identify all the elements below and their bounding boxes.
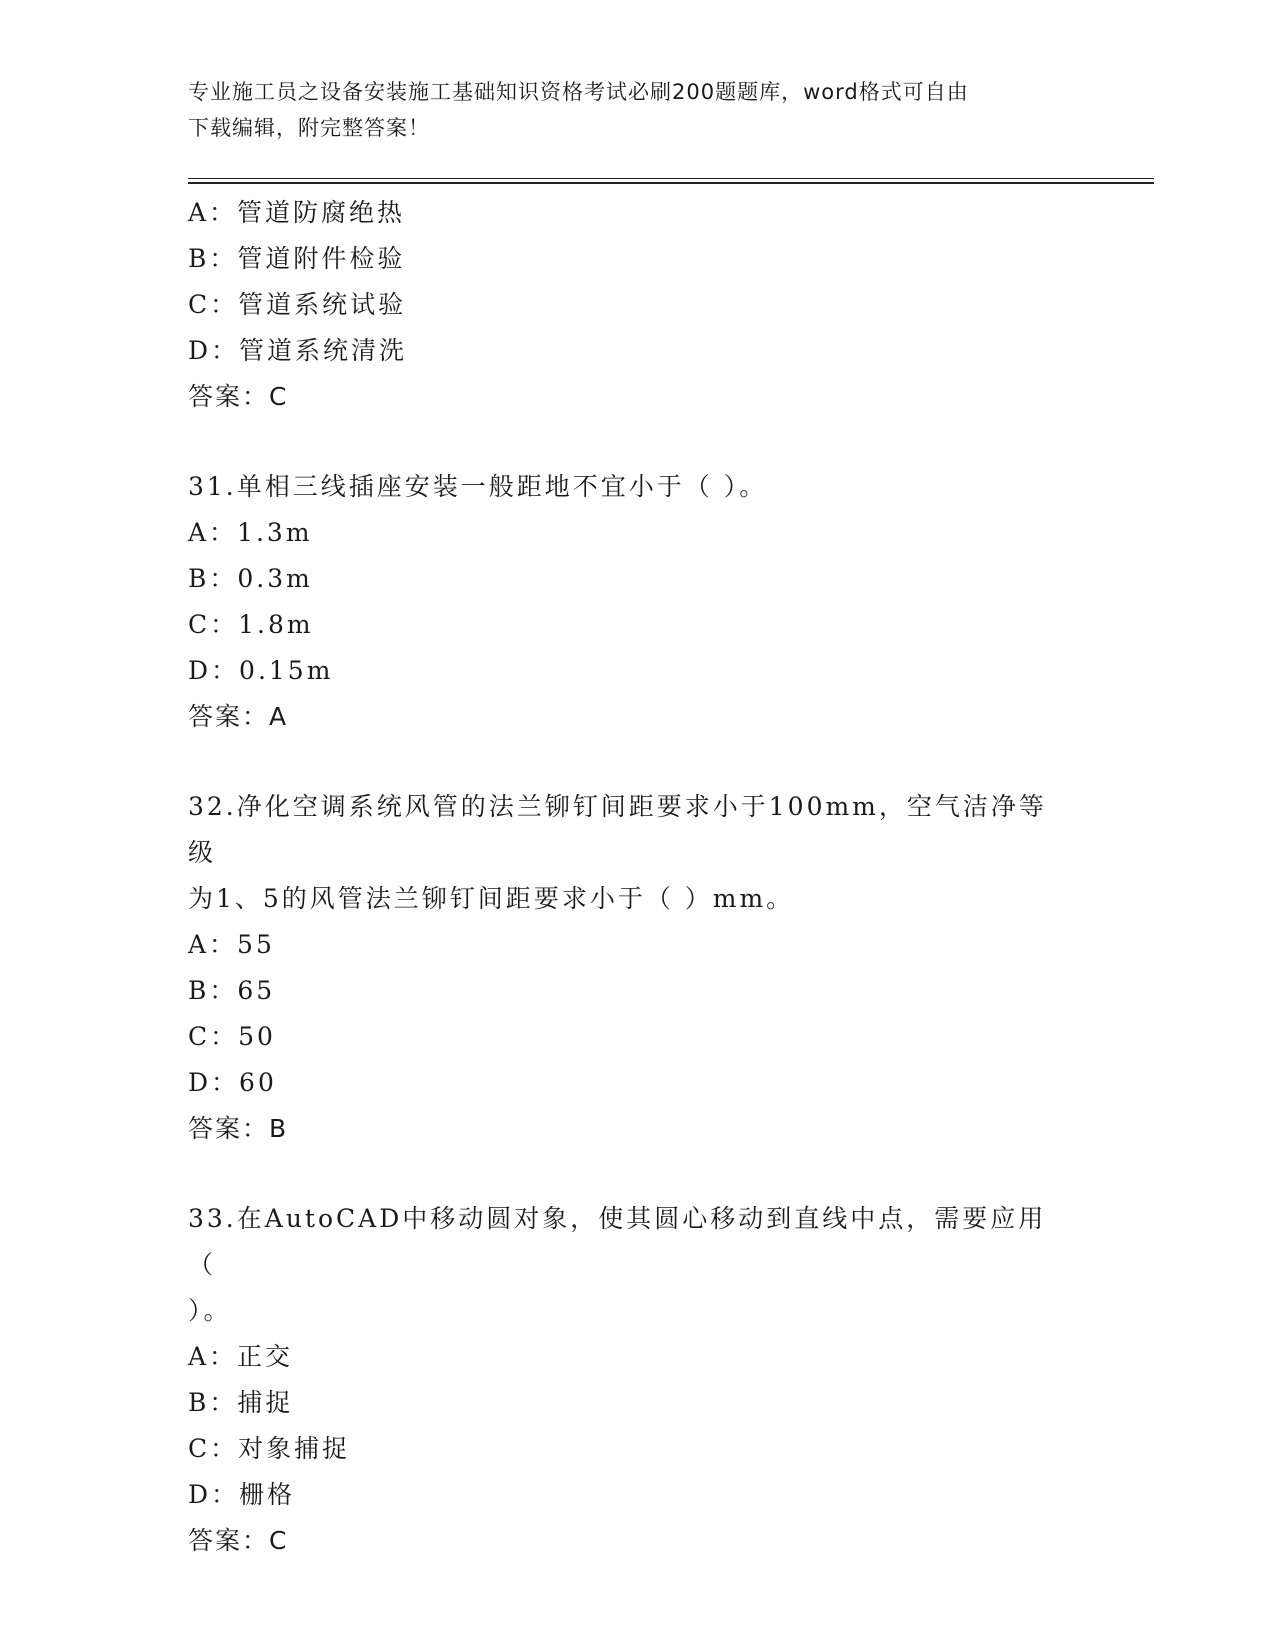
option-a: A：1.3m <box>188 518 313 547</box>
option-c: C：50 <box>188 1022 276 1051</box>
option-c: C：1.8m <box>188 610 314 639</box>
option-a: A：正交 <box>188 1342 294 1371</box>
question-text-line: 33.在AutoCAD中移动圆对象，使其圆心移动到直线中点，需要应用（ <box>188 1204 1047 1279</box>
answer-line: 答案：A <box>188 702 289 731</box>
option-c: C：对象捕捉 <box>188 1434 351 1463</box>
option-b: B：管道附件检验 <box>188 244 406 273</box>
answer-line: 答案：B <box>188 1114 289 1143</box>
document-header <box>188 74 1068 146</box>
header-line-2: 下载编辑，附完整答案！ <box>188 116 430 140</box>
question-text-line: ）。 <box>188 1296 232 1325</box>
option-d: D：管道系统清洗 <box>188 336 408 365</box>
answer-line: 答案：C <box>188 382 289 411</box>
question-block-31 <box>188 464 1088 740</box>
option-c: C：管道系统试验 <box>188 290 407 319</box>
question-text-line: 31.单相三线插座安装一般距地不宜小于（ ）。 <box>188 472 768 501</box>
option-b: B：0.3m <box>188 564 313 593</box>
question-block-30 <box>188 190 1088 420</box>
option-d: D：60 <box>188 1068 277 1097</box>
header-line-1: 专业施工员之设备安装施工基础知识资格考试必刷200题题库，word格式可自由 <box>188 80 969 104</box>
answer-line: 答案：C <box>188 1526 289 1555</box>
question-list <box>188 190 1088 1564</box>
option-d: D：0.15m <box>188 656 334 685</box>
option-a: A：55 <box>188 930 275 959</box>
option-b: B：捕捉 <box>188 1388 294 1417</box>
question-block-33 <box>188 1196 1088 1564</box>
question-text <box>188 1196 1068 1334</box>
question-text <box>188 784 1068 922</box>
header-divider-thin <box>188 178 1154 179</box>
option-b: B：65 <box>188 976 276 1005</box>
option-d: D：栅格 <box>188 1480 296 1509</box>
question-text-line: 32.净化空调系统风管的法兰铆钉间距要求小于100mm，空气洁净等级 <box>188 792 1047 867</box>
option-a: A：管道防腐绝热 <box>188 198 406 227</box>
question-text <box>188 464 1068 510</box>
question-block-32 <box>188 784 1088 1152</box>
header-divider-thick <box>188 182 1154 184</box>
question-text-line: 为1、5的风管法兰铆钉间距要求小于（ ）mm。 <box>188 884 795 913</box>
